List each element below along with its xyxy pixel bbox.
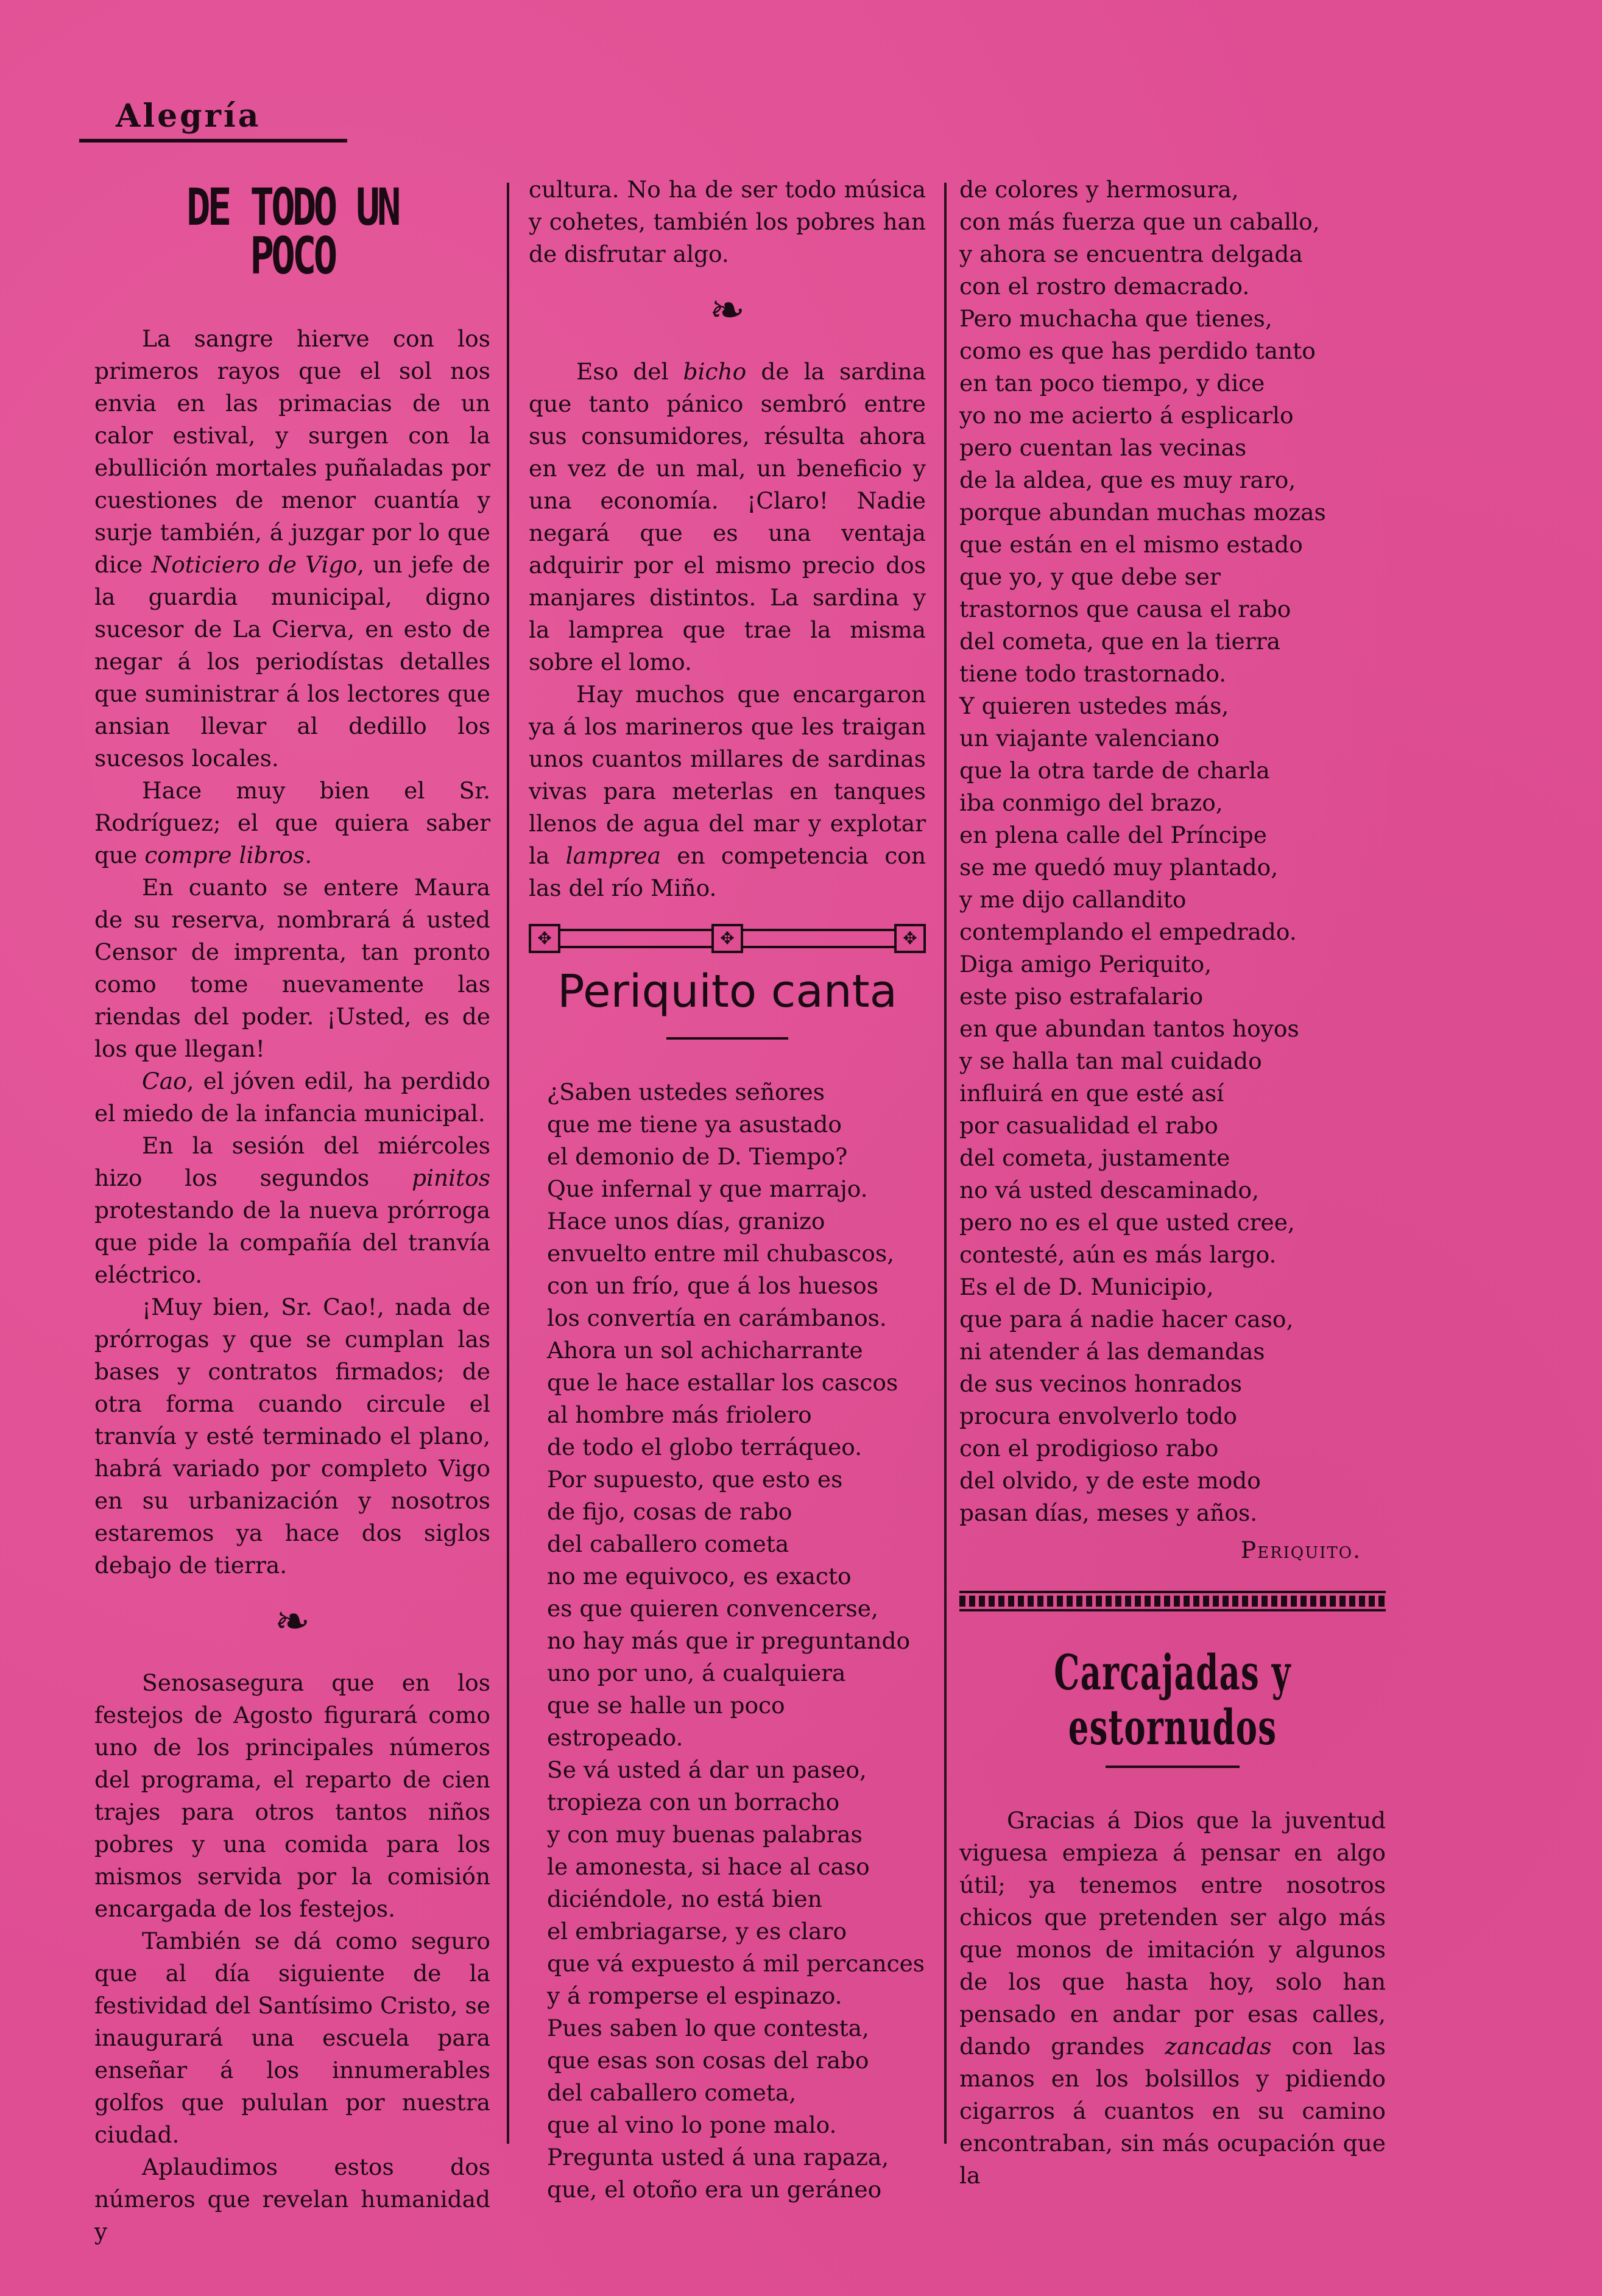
poem-verse xyxy=(959,174,1386,1529)
verse-line: en tan poco tiempo, y dice xyxy=(959,370,1265,396)
verse-line: procura envolverlo todo xyxy=(959,1403,1237,1429)
ornament-icon: ❧ xyxy=(709,285,746,335)
paragraph: Senosasegura que en los festejos de Agosto figurará como uno de los principales números del programa, el reparto de cien trajes para otros tantos niños pobres y una comida para los mismos servida por la comisión encargada de los festejos. xyxy=(94,1669,490,1922)
verse-line: que la otra tarde de charla xyxy=(959,757,1270,784)
column-2 xyxy=(529,174,926,2206)
verse-line: Hace unos días, granizo xyxy=(547,1208,825,1234)
verse-line: diciéndole, no está bien xyxy=(547,1886,822,1912)
verse-line: de sus vecinos honrados xyxy=(959,1370,1242,1397)
verse-line: con más fuerza que un caballo, xyxy=(959,208,1320,235)
verse-line: como es que has perdido tanto xyxy=(959,337,1316,364)
verse-line: pero cuentan las vecinas xyxy=(959,434,1247,461)
paragraph: Eso del bicho de la sardina que tanto pánico sembró entre sus consumidores, résulta ahora en vez de un mal, un beneficio y una economía. ¡Claro! Nadie negará que es una ventaja adquirir por el mismo precio dos manjares distintos. La sardina y la lamprea que trae la misma sobre el lomo. xyxy=(529,358,926,675)
paragraph: ¡Muy bien, Sr. Cao!, nada de prórrogas y que se cumplan las bases y contratos firmados; de otra forma cuando circule el tranvía y esté terminado el plano, habrá variado por completo Vigo en su urbanización y nosotros estaremos ya hace dos siglos debajo de tierra. xyxy=(94,1294,490,1579)
verse-line: Pero muchacha que tienes, xyxy=(959,305,1272,332)
dotted-separator xyxy=(959,1591,1386,1611)
verse-line: es que quieren convencerse, xyxy=(547,1595,878,1622)
paragraph: En la sesión del miércoles hizo los segundos pinitos protestando de la nueva prórroga que pide la compañía del tranvía eléctrico. xyxy=(94,1132,490,1288)
ornament-box-icon: ✥ xyxy=(894,924,926,953)
paragraph: Gracias á Dios que la juventud viguesa empieza á pensar en algo útil; ya tenemos entre nosotros chicos que pretenden ser algo más que monos de imitación y algunos de los que hasta hoy, solo han pensado en andar por esas calles, dando grandes zancadas con las manos en los bolsillos y pidiendo cigarros á cuantos en su camino encontraban, sin más ocupación que la xyxy=(959,1807,1386,2189)
verse-line: de colores y hermosura, xyxy=(959,176,1239,203)
verse-line: contemplando el empedrado. xyxy=(959,918,1297,945)
paragraph: Cao, el jóven edil, ha perdido el miedo de la infancia municipal. xyxy=(94,1068,490,1127)
verse-line: con el prodigioso rabo xyxy=(959,1435,1219,1462)
verse-line: ni atender á las demandas xyxy=(959,1338,1265,1365)
verse-line: del olvido, y de este modo xyxy=(959,1467,1261,1494)
verse-line: que me tiene ya asustado xyxy=(547,1111,842,1138)
verse-line: y con muy buenas palabras xyxy=(547,1821,863,1848)
verse-line: por casualidad el rabo xyxy=(959,1112,1218,1139)
verse-line: del caballero cometa xyxy=(547,1530,789,1557)
verse-line: Se vá usted á dar un paseo, xyxy=(547,1756,867,1783)
section-title-carcajadas: Carcajadas y estornudos xyxy=(1054,1644,1291,1756)
verse-line: Es el de D. Municipio, xyxy=(959,1273,1214,1300)
ornament-box-icon: ✥ xyxy=(529,924,560,953)
verse-line: en que abundan tantos hoyos xyxy=(959,1015,1299,1042)
headline-de-todo-un-poco: DE TODO UN POCO xyxy=(186,177,398,286)
verse-line: y se halla tan mal cuidado xyxy=(959,1048,1262,1074)
paragraph: cultura. No ha de ser todo música y cohetes, también los pobres han de disfrutar algo. xyxy=(529,176,926,267)
verse-line: envuelto entre mil chubascos, xyxy=(547,1240,895,1267)
masthead-title: Alegría xyxy=(116,97,261,135)
verse-line: Ahora un sol achicharrante xyxy=(547,1337,863,1364)
column-1 xyxy=(94,174,490,2248)
verse-line: los convertía en carámbanos. xyxy=(547,1305,887,1331)
verse-line: de la aldea, que es muy raro, xyxy=(959,467,1296,493)
verse-line: y á romperse el espinazo. xyxy=(547,1982,842,2009)
verse-line: tropieza con un borracho xyxy=(547,1789,840,1815)
verse-line: porque abundan muchas mozas xyxy=(959,499,1326,526)
verse-line: se me quedó muy plantado, xyxy=(959,854,1279,881)
verse-line: pasan días, meses y años. xyxy=(959,1499,1258,1526)
ornament-icon: ❧ xyxy=(274,1596,311,1646)
verse-line: influirá en que esté así xyxy=(959,1080,1224,1107)
verse-line: ¿Saben ustedes señores xyxy=(547,1079,825,1105)
verse-line: no vá usted descaminado, xyxy=(959,1177,1260,1203)
verse-line: de todo el globo terráqueo. xyxy=(547,1434,863,1460)
paragraph: Hay muchos que encargaron ya á los marineros que les traigan unos cuantos millares de sardinas vivas para meterlas en tanques llenos de agua del mar y explotar la lamprea en competencia con las del río Miño. xyxy=(529,681,926,901)
poem-verse xyxy=(529,1076,926,2206)
verse-line: que al vino lo pone malo. xyxy=(547,2111,837,2138)
verse-line: que se halle un poco estropeado. xyxy=(547,1692,785,1751)
paragraph: Hace muy bien el Sr. Rodríguez; el que quiera saber que compre libros. xyxy=(94,777,490,868)
verse-line: Pues saben lo que contesta, xyxy=(547,2015,869,2041)
masthead-rule xyxy=(79,139,347,143)
title-rule xyxy=(666,1037,788,1040)
verse-line: en plena calle del Príncipe xyxy=(959,822,1267,848)
verse-line: el embriagarse, y es claro xyxy=(547,1918,847,1945)
verse-line: que yo, y que debe ser xyxy=(959,563,1221,590)
verse-line: iba conmigo del brazo, xyxy=(959,789,1223,816)
verse-line: del cometa, justamente xyxy=(959,1144,1230,1171)
verse-line: Por supuesto, que esto es xyxy=(547,1466,843,1493)
section-title-periquito-canta: Periquito canta xyxy=(557,965,898,1018)
verse-line: al hombre más friolero xyxy=(547,1401,812,1428)
verse-line: no me equivoco, es exacto xyxy=(547,1563,852,1590)
verse-line: contesté, aún es más largo. xyxy=(959,1241,1277,1268)
verse-line: que están en el mismo estado xyxy=(959,531,1303,558)
verse-line: del caballero cometa, xyxy=(547,2079,797,2106)
signature: Periquito. xyxy=(1240,1537,1361,1563)
paragraph: En cuanto se entere Maura de su reserva, nombrará á usted Censor de imprenta, tan pronto como tome nuevamente las riendas del poder. ¡Usted, es de los que llegan! xyxy=(94,874,490,1062)
verse-line: y me dijo callandito xyxy=(959,886,1187,913)
column-rule-1 xyxy=(507,183,509,2144)
verse-line: trastornos que causa el rabo xyxy=(959,596,1291,622)
verse-line: que le hace estallar los cascos xyxy=(547,1369,898,1396)
verse-line: y ahora se encuentra delgada xyxy=(959,241,1303,267)
verse-line: del cometa, que en la tierra xyxy=(959,628,1280,655)
title-rule xyxy=(1106,1766,1240,1768)
verse-line: Y quieren ustedes más, xyxy=(959,692,1229,719)
verse-line: le amonesta, si hace al caso xyxy=(547,1853,870,1880)
verse-line: yo no me acierto á esplicarlo xyxy=(959,402,1294,429)
verse-line: pero no es el que usted cree, xyxy=(959,1209,1295,1236)
verse-line: el demonio de D. Tiempo? xyxy=(547,1143,848,1170)
verse-line: con el rostro demacrado. xyxy=(959,273,1250,300)
paragraph: La sangre hierve con los primeros rayos que el sol nos envia en las primacias de un calor estival, y surgen con la ebullición mortales puñaladas por cuestiones de menor cuantía y surje también, á juzgar por lo que dice Noticiero de Vigo, un jefe de la guardia municipal, digno sucesor de La Cierva, en esto de negar á los periodístas detalles que suministrar á los lectores que ansian llevar al dedillo los sucesos locales. xyxy=(94,325,491,772)
verse-line: que para á nadie hacer caso, xyxy=(959,1306,1294,1333)
verse-line: un viajante valenciano xyxy=(959,725,1220,752)
verse-line: Que infernal y que marrajo. xyxy=(547,1175,868,1202)
verse-line: tiene todo trastornado. xyxy=(959,660,1227,687)
column-rule-2 xyxy=(944,183,947,2144)
column-3 xyxy=(959,174,1386,2192)
ornamental-band xyxy=(529,921,926,952)
paragraph: También se dá como seguro que al día siguiente de la festividad del Santísimo Cristo, se inaugurará una escuela para enseñar á los innumerables golfos que pululan por nuestra ciudad. xyxy=(94,1928,490,2148)
verse-line: de fijo, cosas de rabo xyxy=(547,1498,792,1525)
paragraph: Aplaudimos estos dos números que revelan humanidad y xyxy=(94,2153,490,2245)
verse-line: no hay más que ir preguntando xyxy=(547,1627,911,1654)
verse-line: que, el otoño era un geráneo xyxy=(547,2176,882,2203)
verse-line: Pregunta usted á una rapaza, xyxy=(547,2144,889,2171)
verse-line: Diga amigo Periquito, xyxy=(959,951,1212,977)
verse-line: este piso estrafalario xyxy=(959,983,1204,1010)
verse-line: uno por uno, á cualquiera xyxy=(547,1660,846,1686)
verse-line: que vá expuesto á mil percances xyxy=(547,1950,925,1977)
ornament-box-icon: ✥ xyxy=(711,924,743,953)
verse-line: con un frío, que á los huesos xyxy=(547,1272,878,1299)
verse-line: que esas son cosas del rabo xyxy=(547,2047,869,2074)
